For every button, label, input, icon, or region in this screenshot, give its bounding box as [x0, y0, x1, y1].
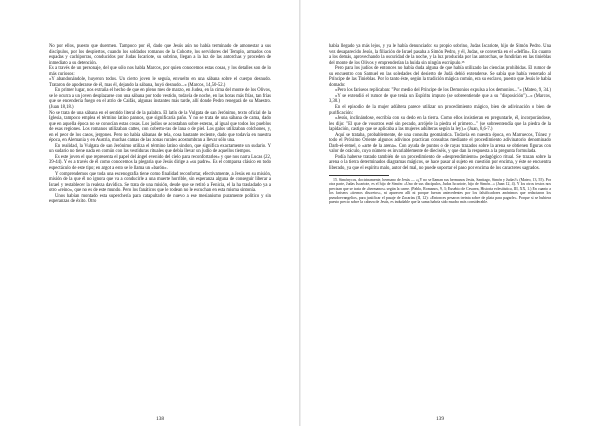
paragraph: No se trata de una sábana en el sentido literal de la palabra. El latín de la Vulgata de san Jerónimo, texto oficial de la Iglesia, tampoco emplea el término latino pannos, que significaría paño. Y no se trata de una sábana de cama, dado que en aquella época no se conocían estas cosas. Los judíos se acostaban sobre esteras, al igual que todos los pueblos de esas regiones. Los romanos utilizaban cattes, con cobertu-ras de lana o de piel. Los galos utilizaban colchones, y, en el peor de los casos, jergones. Pero no había sábanas de tela, cosa bastante reciente, dado que todavía en nuestra época, en Alemania y en Austria, muchas camas de las zonas rurales acostumbran a llevar sólo una.	[49, 110, 271, 144]
paragraph: Y comprendemos que toda una escenografía tiene como finalidad reconfortar, efectivamente, a Jesús en su misión, misión de la que él no ignora que va a conducirle a una muerte horrible, sin esperanza alguna de conseguir liberar a Israel y restablecer la realeza davídica. Se trata de una misión, desde que se retiró a Fenicia, el la ha trasladado ya a otro «reino», que no es de este mundo. Pero los fanáticos que le rodean no le escuchan en esta misma sintonía.	[49, 171, 271, 194]
paragraph: Pero para los judíos de entonces no había duda alguna de que había utilizado las ciencias prohibidas. El rumor de su encuentro con Samuel en las soledades del desierto de Judá debió extenderse. Se sabía que había venerado al Príncipe de las Tinieblas. Por lo tanto éste, según la tradición mágica común, era su esclavo, puesto que Jesús le había domado:	[329, 66, 551, 88]
footnote-rule	[329, 175, 389, 176]
paragraph: Es a través de un personaje, del que sólo nos habla Marcos, por quien conocemos estas cosas, y los detalles son de lo más curiosos:	[49, 66, 271, 77]
paragraph: Es este joven el que representa el papel del ángel evenido del cielo para reconfortarles» y que nos narra Lucas (22, 39-44). Y es a través de él como conocemos la plegaria que Jesús dirige a «su padre». Es el comparsa clásico en todo espectáculo de este tipo; en argot a esto se le llama un «barón».	[49, 154, 271, 172]
left-page	[49, 44, 271, 420]
page-number: 138	[155, 416, 165, 422]
paragraph: Unos habían montado esta superchería para catapultarlo de nuevo a ese mesianismo puramente político y sin esperanzas de éxito. Otro	[49, 193, 271, 205]
right-page-body	[329, 44, 551, 172]
right-page	[329, 44, 551, 420]
paragraph: había llegado ya más lejos, y ya le había denunciado: su propio sobrino, Judas Iscariote, hijo de Simón Pedro. Una vez desaparecido Jesús, la filiación de Israel pasaba a Simón Pedro, y él, Judas, se convertía en el «delfín». En cuanto a los demás, aprovechando la oscuridad de la noche, y la luz producida por las antorchas, se fundirían en las tinieblas del monte de los Olivos y emprenderían la huida sin ningún escrúpulo.¹⁵	[329, 44, 551, 66]
page-number: 139	[435, 416, 445, 422]
paragraph: Aquí se trataba, probablemente, de una consulta geomántica. Todavía en nuestra época, en Marruecos, Túnez y todo el Próximo Oriente algunos adivinos practican consultas mediante el procedimiento adivinatorio denominado Darb-el-remel, o «arte de la arena». Con ayuda de puntos o de rayas trazados sobre la arena se obtienen figuras con valor de oráculo, cuyo número es invariablemente de dieciséis, y que dan la respuesta a la pregunta formulada.	[329, 132, 551, 155]
paragraph: En primer lugar, nos extraña el hecho de que en pleno mes de marzo, en Judea, en la cima del monte de los Olivos, se le ocurra a un joven desplazarse con una sábana por todo vestido, todavía de noche, en las horas más frías, tan frías que se encendería fuego en el atrio de Caifás, algunas instantes más tarde, allí donde Pedro renegará de su Maestro. (Juan 18,18.)	[49, 88, 271, 111]
footnotes	[329, 178, 551, 205]
footnote: 15. Simónycos, doctrinamente, hermano de Jesús — «¿Y no se llaman sus hermanos Jesús, Santiago, Simón y Judas?» (Mateo, 13, 55). Por otra parte, Judas Iscariote, es el hijo de Simón: «Uno de sus discípulos, Judas Iscariote, hijo de Simón...» (Juan 12, 4). Y los otros textos nos precisan que se trata de «hermanos» según la carne. (Pablo, Romanos, 9, 3; Eusebio de Cesarea, Historia eclesiástica, III, XX, 1.) En cuanto a los fariseos «tiernos discretos», ni aparecen allí ni porque fueran antecedentes por los falsificadores anónimos que redactaron los pseudoevangelios, para justificar el pasaje de Zacarías (II, 12): «Entonces pesaron treinta sobre de plata para pagarle». Porque si se hubiera puesto precio sobre la cabeza de Jesús, es indudable que la suma habría sido mucho más considerable.	[329, 177, 551, 205]
paragraph: En el episodio de la mujer adúltera parece utilizar un procedimiento mágico, bien de adivinación o bien de purificación:	[329, 105, 551, 116]
paragraph: En realidad, la Vulgata de san Jerónimo utiliza el término latino sindon, que significa exactamente un sudario. Y un sudario no tiene nada en común con las vestiduras rituales que debía llevar un judío de aquellos tiempos.	[49, 143, 271, 155]
paragraph: No por ellos, puesto que duermen. Tampoco por él, dado que Jesús aún no había terminado de amonestar a sus discípulos, por los despiertos, cuando los soldados romanos de la Cohorte, los servidores del Templo, armados con espadas y cachiporras, conducidos por Judas Iscariote, su sobrino, llegan a la luz de las antorchas y proceden de inmediato a su detención.	[49, 44, 271, 66]
left-page-body	[49, 44, 271, 205]
quote-paragraph: «Y se extendió el rumor de que tenía un Espíritu impuro (se sobreentiende que a su "disposición")...» (Marcos, 3,30.)	[329, 93, 551, 105]
book-gutter	[299, 0, 301, 426]
paragraph: Podía haberse tratado también de un procedimiento de «desprendimiento» pedagógico ritual. Se trazan sobre la arena o la tierra determinados diagramas mágicos, se hace pasar al sujeto en cuestión por encima, y éste se encuentra liberado, ya que el espíritu malo, autor del mal, no puede soportar el paso por encima de los caracteres sagrados.	[329, 154, 551, 172]
quote-paragraph: «Pero los fariseos replicaban: "Por medio del Príncipe de los Demonios expulsa a los demonios..."» (Mateo, 9, 34.)	[335, 88, 551, 94]
quote-paragraph: «Y abandonándole, huyeron todos. Un cierto joven le seguía, envuelto en una sábana sobre el cuerpo desnudo. Trataron de apoderarse de él, mas él, dejando la sábana, huyó desnudo...» (Marcos, 14,50-52.)	[49, 77, 271, 88]
quote-paragraph: «Jesús, inclinándose, escribía con su dedo en la tierra. Como ellos insistieran en preguntarle, él, incorporándose, les dijo: "El que de vosotros esté sin pecado, arrójele la piedra el primero..." (se sobreentendía que la piedra de la lapidación, castigo que se aplicaba a las mujeres adúlteras según la ley).» (Juan, 8,6-7.)	[329, 116, 551, 133]
